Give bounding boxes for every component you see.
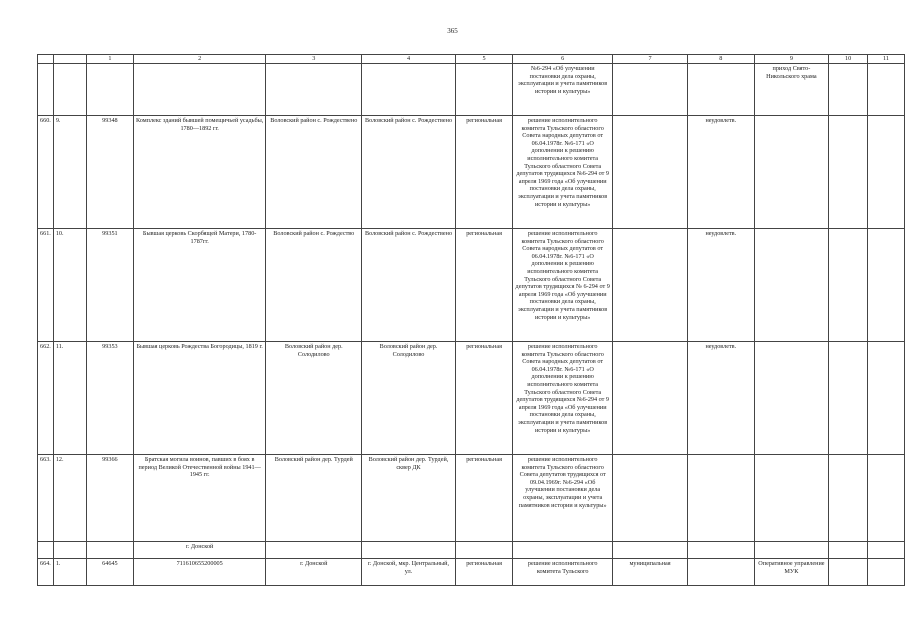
state-cell: неудовлетв. (687, 342, 754, 455)
object-name-cell: Бывшая церковь Скорбящей Матери, 1780-1787гг. (133, 229, 266, 342)
address-cell: г. Донской, мкр. Центральный, ул. (362, 559, 456, 586)
column-header: 5 (455, 55, 512, 64)
holder-cell: приход Свято-Никольского храма (754, 64, 829, 116)
category-cell: региональная (455, 116, 512, 229)
state-cell (687, 559, 754, 586)
address-cell: Воловский район с. Рождествено (362, 116, 456, 229)
table-row (38, 559, 905, 586)
code-cell: 64645 (86, 559, 133, 586)
code-cell: 99351 (86, 229, 133, 342)
col10-cell (829, 342, 868, 455)
index-cell: 11. (53, 342, 86, 455)
col7-cell (613, 455, 688, 542)
holder-cell: Оперативное управление МУК (754, 559, 829, 586)
column-number-row (38, 55, 905, 64)
page-number: 365 (447, 27, 458, 35)
table-row (38, 455, 905, 542)
decision-cell: решение исполнительного комитета Тульского областного Совета народных депутатов от 06.04.1978г. №6-171 «О дополнении к решению исполнительного комитета Тульского областного Совета депутатов трудящихся № 6-294 от 9 апреля 1969 года «Об улучшении постановки дела охраны, эксплуатации и учета памятников истории и культуры» (513, 229, 613, 342)
table-row (38, 116, 905, 229)
district-cell: г. Донской (266, 559, 362, 586)
decision-cell: №6-294 «Об улучшении постановки дела охраны, эксплуатации и учета памятников истории и культуры» (513, 64, 613, 116)
category-cell: региональная (455, 342, 512, 455)
col11-cell (868, 229, 905, 342)
state-cell (687, 455, 754, 542)
col10-cell (829, 116, 868, 229)
code-cell: 99353 (86, 342, 133, 455)
index-cell: 10. (53, 229, 86, 342)
column-header: 1 (86, 55, 133, 64)
object-name-cell: Бывшая церковь Рождества Богородицы, 1819 г. (133, 342, 266, 455)
index-cell: 12. (53, 455, 86, 542)
row-number-cell: 663. (38, 455, 54, 542)
column-header: 8 (687, 55, 754, 64)
holder-cell (754, 229, 829, 342)
category-cell: региональная (455, 559, 512, 586)
category-cell: региональная (455, 455, 512, 542)
section-label: г. Донской (133, 542, 266, 559)
address-cell: Воловский район дер. Турдей, сквер ДК (362, 455, 456, 542)
col7-cell (613, 342, 688, 455)
decision-cell: решение исполнительного комитета Тульского областного Совета народных депутатов от 06.04.1978г. №6-171 «О дополнении к решению исполнительного комитета Тульского областного Совета депутатов трудящихся №6-294 от 9 апреля 1969 года «Об улучшении постановки дела охраны, эксплуатации и учета памятников истории и культуры» (513, 116, 613, 229)
column-header: 10 (829, 55, 868, 64)
state-cell: неудовлетв. (687, 229, 754, 342)
table-row-continued (38, 64, 905, 116)
col10-cell (829, 559, 868, 586)
decision-cell: решение исполнительного комитета Тульского областного Совета депутатов трудящихся от 09.04.1969г. №6-294 «Об улучшении постановки дела охраны, эксплуатации и учета памятников истории и культуры» (513, 455, 613, 542)
object-name-cell: Братская могила воинов, павших в боях в период Великой Отечественной войны 1941—1945 гг. (133, 455, 266, 542)
col11-cell (868, 559, 905, 586)
object-name-cell: Комплекс зданий бывшей помещичьей усадьбы, 1780—1892 гг. (133, 116, 266, 229)
col11-cell (868, 455, 905, 542)
code-cell: 99366 (86, 455, 133, 542)
district-cell: Воловский район дер. Турдей (266, 455, 362, 542)
row-number-cell: 664. (38, 559, 54, 586)
address-cell: Воловский район с. Рождествено (362, 229, 456, 342)
table-row (38, 229, 905, 342)
holder-cell (754, 455, 829, 542)
row-number-cell: 660. (38, 116, 54, 229)
col11-cell (868, 116, 905, 229)
column-header: 4 (362, 55, 456, 64)
col7-cell (613, 116, 688, 229)
holder-cell (754, 342, 829, 455)
address-cell: Воловский район дер. Солодилово (362, 342, 456, 455)
col11-cell (868, 342, 905, 455)
column-header: 9 (754, 55, 829, 64)
column-header: 7 (613, 55, 688, 64)
column-header (38, 55, 54, 64)
code-cell: 99348 (86, 116, 133, 229)
col7-cell (613, 229, 688, 342)
object-name-cell: 711610655200005 (133, 559, 266, 586)
row-number-cell: 662. (38, 342, 54, 455)
district-cell: Воловский район дер. Солодилово (266, 342, 362, 455)
column-header: 6 (513, 55, 613, 64)
decision-cell: решение исполнительного комитета Тульского областного Совета народных депутатов от 06.04.1978г. №6-171 «О дополнении к решению исполнительного комитета Тульского областного Совета депутатов трудящихся №6-294 от 9 апреля 1969 года «Об улучшении постановки дела охраны, эксплуатации и учета памятников истории и культуры» (513, 342, 613, 455)
index-cell: 9. (53, 116, 86, 229)
district-cell: Воловский район с. Рождествено (266, 116, 362, 229)
col7-cell: муниципальная (613, 559, 688, 586)
row-number-cell: 661. (38, 229, 54, 342)
section-row (38, 542, 905, 559)
index-cell: 1. (53, 559, 86, 586)
column-header: 3 (266, 55, 362, 64)
column-header: 11 (868, 55, 905, 64)
column-header (53, 55, 86, 64)
category-cell: региональная (455, 229, 512, 342)
state-cell: неудовлетв. (687, 116, 754, 229)
district-cell: Воловский район с. Рождество (266, 229, 362, 342)
col10-cell (829, 455, 868, 542)
col10-cell (829, 229, 868, 342)
holder-cell (754, 116, 829, 229)
decision-cell: решение исполнительного комитета Тульского (513, 559, 613, 586)
table-row (38, 342, 905, 455)
register-table (37, 54, 905, 586)
column-header: 2 (133, 55, 266, 64)
